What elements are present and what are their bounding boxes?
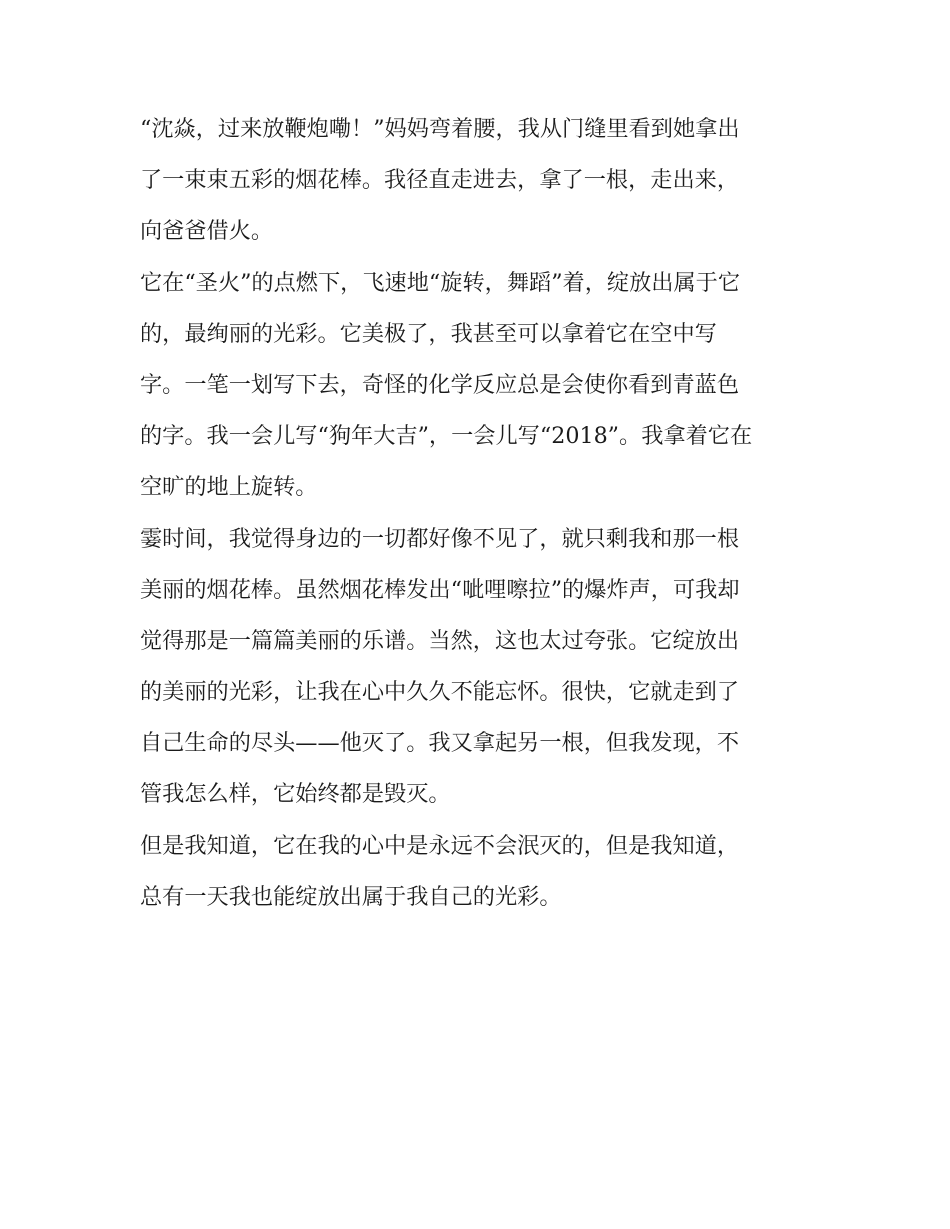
text-line: 向爸爸借火。 (140, 218, 274, 245)
text-line: 它在“圣火”的点燃下，飞速地“旋转，舞蹈”着，绽放出属于它 (140, 269, 741, 296)
text-line: 字。一笔一划写下去，奇怪的化学反应总是会使你看到青蓝色 (140, 371, 740, 398)
document-body (140, 104, 812, 923)
paragraph-1 (140, 104, 812, 258)
text-line: 美丽的烟花棒。虽然烟花棒发出“呲哩嚓拉”的爆炸声，可我却 (140, 576, 740, 603)
text-line: 觉得那是一篇篇美丽的乐谱。当然，这也太过夸张。它绽放出 (140, 627, 740, 654)
text-line: 但是我知道，它在我的心中是永远不会泯灭的，但是我知道， (140, 832, 740, 859)
paragraph-2 (140, 258, 812, 514)
text-line: 的字。我一会儿写“狗年大吉”，一会儿写“2018”。我拿着它在 (140, 423, 753, 450)
text-line: 管我怎么样，它始终都是毁灭。 (140, 781, 451, 808)
text-line: 了一束束五彩的烟花棒。我径直走进去，拿了一根，走出来， (140, 167, 740, 194)
paragraph-3 (140, 514, 812, 821)
text-line: 空旷的地上旋转。 (140, 474, 318, 501)
text-line: 自己生命的尽头——他灭了。我又拿起另一根，但我发现，不 (140, 730, 740, 757)
text-line: 总有一天我也能绽放出属于我自己的光彩。 (140, 883, 562, 910)
text-line: 的美丽的光彩，让我在心中久久不能忘怀。很快，它就走到了 (140, 679, 740, 706)
text-line: 的，最绚丽的光彩。它美极了，我甚至可以拿着它在空中写 (140, 320, 717, 347)
text-line: “沈焱，过来放鞭炮嘞！”妈妈弯着腰，我从门缝里看到她拿出 (140, 116, 740, 142)
text-line: 霎时间，我觉得身边的一切都好像不见了，就只剩我和那一根 (140, 525, 740, 552)
paragraph-4 (140, 821, 812, 923)
